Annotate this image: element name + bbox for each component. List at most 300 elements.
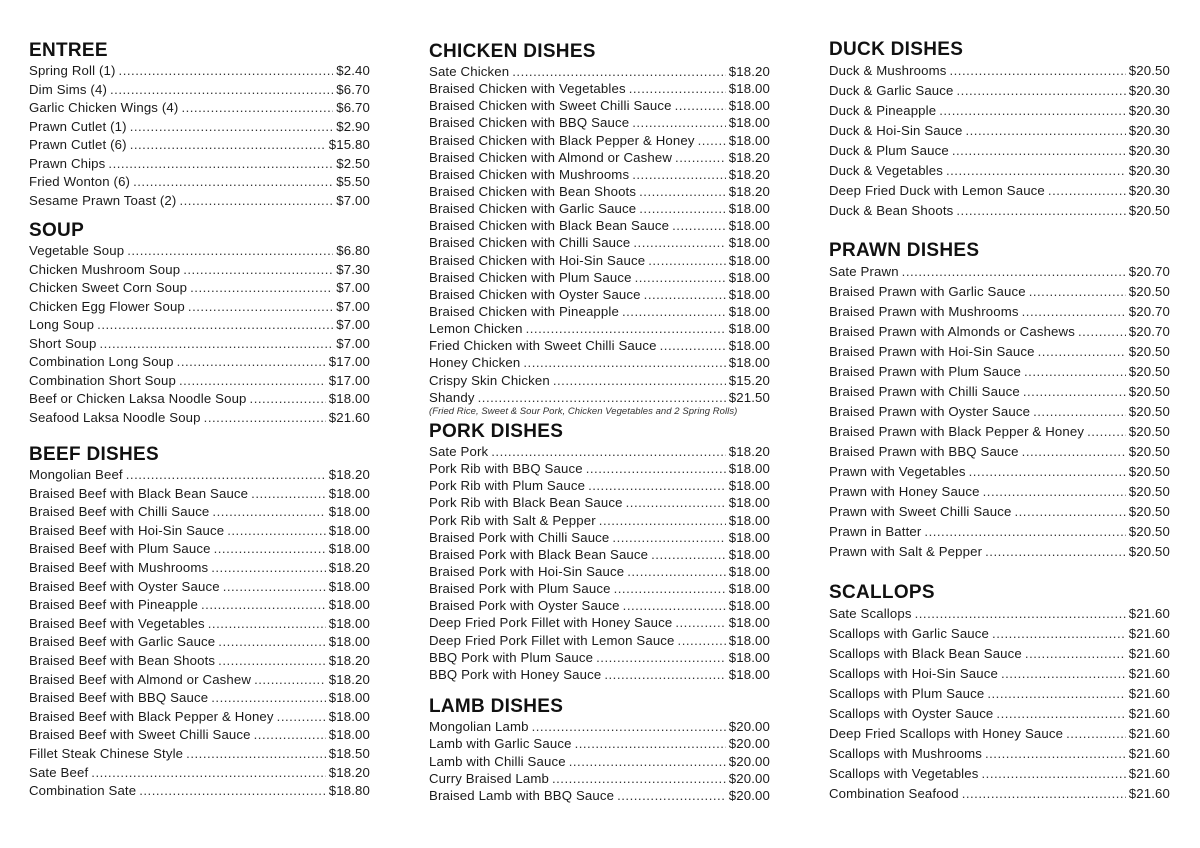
menu-item (429, 269, 770, 286)
menu-item (829, 522, 1170, 542)
menu-item (29, 652, 370, 671)
menu-item-price: $18.00 (328, 391, 370, 407)
menu-item-price: $18.20 (328, 764, 370, 780)
menu-item-name: Fried Wonton (6) (29, 174, 131, 190)
menu-item-price: $21.60 (1128, 726, 1170, 741)
menu-item-name: Braised Beef with Black Pepper & Honey (29, 708, 274, 724)
menu-item (429, 718, 770, 735)
menu-item (29, 578, 370, 597)
menu-item-name: Braised Prawn with BBQ Sauce (829, 444, 1019, 459)
menu-item-name: BBQ Pork with Honey Sauce (429, 666, 602, 682)
dot-leader (179, 372, 326, 391)
menu-item-price: $20.00 (728, 736, 770, 752)
menu-item-name: Braised Chicken with BBQ Sauce (429, 115, 630, 131)
menu-item-name: Braised Chicken with Almond or Cashew (429, 149, 673, 165)
menu-item (29, 596, 370, 615)
menu-item-name: Braised Beef with Garlic Sauce (29, 634, 216, 650)
menu-item-name: Braised Prawn with Chilli Sauce (829, 384, 1020, 399)
menu-item (429, 512, 770, 529)
menu-item-name: Vegetable Soup (29, 243, 125, 258)
menu-item-price: $18.00 (728, 649, 770, 665)
menu-item-price: $20.30 (1128, 183, 1170, 198)
dot-leader (982, 764, 1126, 784)
combo-note: (Fried Rice, Sweet & Sour Pork, Chicken Vegetables and 2 Spring Rolls) (429, 405, 738, 417)
section-heading: LAMB DISHES (429, 696, 564, 717)
menu-item (29, 99, 370, 118)
menu-item (29, 671, 370, 690)
menu-section-prawn-dishes (829, 240, 1170, 562)
menu-section-beef-dishes (29, 444, 370, 801)
menu-item-price: $18.00 (328, 727, 370, 743)
menu-item-name: Long Soup (29, 317, 95, 333)
dot-leader (617, 787, 726, 804)
menu-item (429, 494, 770, 511)
menu-item-price: $18.20 (328, 559, 370, 575)
menu-item (29, 689, 370, 708)
dot-leader (108, 155, 333, 174)
menu-item-price: $20.70 (1128, 304, 1170, 319)
menu-item-name: Braised Beef with Black Bean Sauce (29, 485, 249, 501)
dot-leader (251, 485, 326, 504)
menu-item (429, 132, 770, 149)
menu-item-name: Braised Chicken with Plum Sauce (429, 269, 632, 285)
menu-item-name: Braised Prawn with Black Pepper & Honey (829, 424, 1085, 439)
menu-item (829, 161, 1170, 181)
menu-item (429, 149, 770, 166)
menu-item-price: $18.00 (728, 132, 770, 148)
menu-item-name: Prawn Chips (29, 155, 106, 171)
menu-item (29, 485, 370, 504)
menu-item-price: $18.20 (728, 444, 770, 459)
menu-item-name: Braised Beef with Almond or Cashew (29, 671, 252, 687)
menu-item-name: Braised Beef with Plum Sauce (29, 541, 211, 557)
menu-item-name: Lamb with Garlic Sauce (429, 736, 572, 752)
menu-item-name: Deep Fried Pork Fillet with Lemon Sauce (429, 632, 675, 648)
menu-item-name: Honey Chicken (429, 355, 521, 371)
dot-leader (491, 443, 725, 460)
menu-item-name: Braised Pork with Plum Sauce (429, 581, 611, 597)
menu-item-price: $21.60 (1128, 746, 1170, 761)
menu-item (29, 615, 370, 634)
dot-leader (983, 482, 1126, 502)
menu-item (829, 644, 1170, 664)
dot-leader (939, 101, 1126, 121)
menu-item (29, 118, 370, 137)
menu-item-name: Chicken Sweet Corn Soup (29, 280, 188, 296)
dot-leader (956, 201, 1125, 221)
menu-item-price: $18.20 (728, 166, 770, 182)
menu-item-price: $7.00 (336, 335, 370, 351)
menu-item-price: $18.00 (328, 634, 370, 650)
menu-item (29, 726, 370, 745)
dot-leader (633, 234, 725, 251)
dot-leader (902, 262, 1126, 282)
dot-leader (698, 132, 726, 149)
menu-item-price: $18.00 (728, 355, 770, 371)
menu-item-price: $20.50 (1128, 464, 1170, 479)
menu-item-list (29, 242, 370, 427)
menu-section-scallops (829, 582, 1170, 804)
menu-item-price: $20.50 (1128, 544, 1170, 559)
dot-leader (575, 735, 726, 752)
menu-item-name: Braised Chicken with Oyster Sauce (429, 286, 641, 302)
menu-item-price: $21.60 (1128, 646, 1170, 661)
dot-leader (211, 689, 326, 708)
dot-leader (949, 61, 1125, 81)
menu-item (829, 442, 1170, 462)
section-heading: CHICKEN DISHES (429, 41, 596, 62)
menu-item (429, 320, 770, 337)
menu-item (429, 770, 770, 787)
menu-item-name: Scallops with Garlic Sauce (829, 626, 990, 641)
dot-leader (1048, 181, 1126, 201)
menu-item (829, 764, 1170, 784)
dot-leader (1024, 362, 1126, 382)
menu-item-price: $20.50 (1128, 384, 1170, 399)
dot-leader (644, 286, 726, 303)
menu-item-price: $21.60 (1128, 606, 1170, 621)
menu-item-name: Prawn with Sweet Chilli Sauce (829, 504, 1012, 519)
menu-item (829, 382, 1170, 402)
menu-item-name: Curry Braised Lamb (429, 770, 549, 786)
dot-leader (675, 97, 726, 114)
menu-item-price: $6.70 (336, 81, 370, 97)
menu-item-price: $18.00 (728, 495, 770, 511)
menu-item-price: $18.00 (728, 461, 770, 477)
section-heading: PRAWN DISHES (829, 240, 980, 261)
menu-item (829, 141, 1170, 161)
menu-item-price: $20.50 (1128, 504, 1170, 519)
dot-leader (130, 118, 334, 137)
dot-leader (648, 252, 726, 269)
menu-item (829, 784, 1170, 804)
dot-leader (614, 580, 726, 597)
menu-item (29, 503, 370, 522)
menu-item-name: Duck & Vegetables (829, 163, 943, 178)
dot-leader (915, 604, 1126, 624)
menu-item (829, 502, 1170, 522)
menu-item-list (429, 718, 770, 804)
menu-item-name: Braised Lamb with BBQ Sauce (429, 788, 615, 804)
menu-item-price: $21.60 (1128, 786, 1170, 801)
menu-item-name: Short Soup (29, 335, 97, 351)
dot-leader (133, 173, 333, 192)
menu-section-entree (29, 40, 370, 210)
menu-item (429, 787, 770, 804)
dot-leader (588, 477, 726, 494)
dot-leader (91, 764, 325, 783)
menu-item-name: Prawn with Honey Sauce (829, 484, 980, 499)
menu-section-chicken-dishes (429, 41, 770, 418)
dot-leader (183, 261, 333, 280)
dot-leader (996, 704, 1125, 724)
menu-item-price: $18.00 (728, 235, 770, 251)
menu-item-name: Chicken Mushroom Soup (29, 261, 181, 277)
dot-leader (223, 578, 326, 597)
menu-item-name: Braised Prawn with Mushrooms (829, 304, 1019, 319)
menu-item (429, 529, 770, 546)
dot-leader (1038, 342, 1126, 362)
menu-item-price: $21.60 (1128, 686, 1170, 701)
menu-item-name: Prawn with Vegetables (829, 464, 966, 479)
menu-item (429, 337, 770, 354)
menu-item (829, 61, 1170, 81)
dot-leader (212, 503, 325, 522)
dot-leader (623, 597, 726, 614)
dot-leader (181, 99, 333, 118)
menu-item-price: $18.00 (728, 666, 770, 682)
menu-item (829, 322, 1170, 342)
menu-item-name: Deep Fried Scallops with Honey Sauce (829, 726, 1064, 741)
menu-item (29, 81, 370, 100)
menu-item-price: $15.80 (328, 137, 370, 153)
menu-item-price: $18.00 (728, 615, 770, 631)
dot-leader (675, 149, 726, 166)
menu-item-name: Braised Beef with Vegetables (29, 615, 205, 631)
dot-leader (985, 744, 1126, 764)
menu-item-price: $18.00 (728, 98, 770, 114)
menu-item-price: $20.30 (1128, 123, 1170, 138)
menu-item-price: $18.00 (728, 598, 770, 614)
menu-item-price: $18.20 (328, 671, 370, 687)
menu-item-price: $20.30 (1128, 103, 1170, 118)
menu-item-name: Combination Short Soup (29, 372, 176, 388)
menu-item-name: Scallops with Plum Sauce (829, 686, 985, 701)
menu-item (29, 279, 370, 298)
menu-item-name: Duck & Hoi-Sin Sauce (829, 123, 963, 138)
menu-item-list (29, 466, 370, 801)
menu-item-price: $18.00 (728, 478, 770, 494)
menu-item (29, 353, 370, 372)
menu-item-name: Braised Beef with BBQ Sauce (29, 690, 209, 706)
dot-leader (612, 529, 725, 546)
menu-item (829, 744, 1170, 764)
dot-leader (97, 316, 333, 335)
menu-item-price: $18.20 (328, 652, 370, 668)
dot-leader (110, 81, 333, 100)
dot-leader (985, 542, 1126, 562)
menu-item-name: Sesame Prawn Toast (2) (29, 192, 177, 208)
menu-section-lamb-dishes (429, 696, 770, 804)
dot-leader (599, 512, 726, 529)
menu-item-name: Sate Beef (29, 764, 89, 780)
menu-item-name: Braised Chicken with Black Pepper & Honey (429, 132, 695, 148)
dot-leader (130, 136, 326, 155)
dot-leader (965, 121, 1125, 141)
menu-item (429, 632, 770, 649)
section-heading: PORK DISHES (429, 421, 564, 442)
menu-item (29, 559, 370, 578)
menu-item-price: $21.60 (1128, 666, 1170, 681)
menu-item-price: $20.00 (728, 719, 770, 734)
menu-item (29, 633, 370, 652)
menu-item-price: $18.00 (328, 578, 370, 594)
menu-item (429, 303, 770, 320)
menu-item-price: $6.80 (336, 243, 370, 258)
menu-item-list (829, 61, 1170, 221)
menu-item-name: Braised Pork with Chilli Sauce (429, 529, 610, 545)
dot-leader (1029, 282, 1126, 302)
menu-item-name: Braised Chicken with Sweet Chilli Sauce (429, 98, 672, 114)
menu-item-name: Mongolian Beef (29, 467, 123, 482)
dot-leader (962, 784, 1126, 804)
menu-item (429, 114, 770, 131)
menu-item (429, 354, 770, 371)
menu-item-name: Dim Sims (4) (29, 81, 107, 97)
menu-section-pork-dishes (429, 421, 770, 683)
menu-item (829, 684, 1170, 704)
menu-item-name: Braised Beef with Mushrooms (29, 559, 209, 575)
menu-item-price: $7.00 (336, 192, 370, 208)
menu-item-price: $20.30 (1128, 143, 1170, 158)
menu-section-duck-dishes (829, 39, 1170, 221)
section-heading: SOUP (29, 220, 85, 241)
dot-leader (208, 615, 326, 634)
menu-item (829, 81, 1170, 101)
menu-item-name: Braised Pork with Hoi-Sin Sauce (429, 563, 625, 579)
dot-leader (992, 624, 1126, 644)
dot-leader (1087, 422, 1126, 442)
dot-leader (532, 718, 726, 735)
dot-leader (639, 200, 726, 217)
menu-item-price: $18.00 (328, 541, 370, 557)
menu-item-name: Braised Chicken with Hoi-Sin Sauce (429, 252, 646, 268)
menu-item-price: $20.50 (1128, 484, 1170, 499)
menu-item (829, 302, 1170, 322)
menu-item-name: Scallops with Oyster Sauce (829, 706, 994, 721)
menu-item-price: $20.50 (1128, 524, 1170, 539)
dot-leader (99, 335, 333, 354)
menu-item-name: Braised Prawn with Almonds or Cashews (829, 324, 1075, 339)
menu-item (829, 624, 1170, 644)
menu-item-price: $5.50 (336, 174, 370, 190)
menu-item-name: Prawn Cutlet (6) (29, 137, 127, 153)
menu-item-name: Pork Rib with Salt & Pepper (429, 512, 596, 528)
menu-item (829, 604, 1170, 624)
menu-item (429, 234, 770, 251)
dot-leader (190, 279, 333, 298)
menu-item-name: Crispy Skin Chicken (429, 372, 550, 388)
menu-item-name: Braised Beef with Pineapple (29, 597, 198, 613)
dot-leader (586, 460, 726, 477)
menu-item-name: Braised Prawn with Garlic Sauce (829, 284, 1026, 299)
menu-item-price: $20.50 (1128, 284, 1170, 299)
dot-leader (675, 614, 725, 631)
dot-leader (629, 80, 726, 97)
menu-item-price: $18.00 (728, 252, 770, 268)
dot-leader (552, 770, 726, 787)
menu-item-name: Braised Chicken with Pineapple (429, 303, 619, 319)
dot-leader (672, 217, 726, 234)
menu-item-price: $18.00 (728, 115, 770, 131)
menu-item (29, 409, 370, 428)
menu-item-price: $18.00 (728, 512, 770, 528)
menu-item-name: Braised Chicken with Chilli Sauce (429, 235, 631, 251)
menu-item (29, 782, 370, 801)
menu-item (429, 460, 770, 477)
dot-leader (277, 708, 326, 727)
menu-item (829, 362, 1170, 382)
menu-item-price: $21.60 (328, 409, 370, 425)
menu-item-name: Braised Beef with Oyster Sauce (29, 578, 220, 594)
menu-item (429, 372, 770, 389)
dot-leader (523, 354, 725, 371)
menu-item-name: Duck & Plum Sauce (829, 143, 949, 158)
dot-leader (177, 353, 326, 372)
menu-item-price: $20.00 (728, 770, 770, 786)
menu-item (29, 155, 370, 174)
menu-item-price: $18.00 (328, 615, 370, 631)
menu-item-price: $18.00 (728, 81, 770, 97)
menu-item-name: Scallops with Hoi-Sin Sauce (829, 666, 998, 681)
menu-item-name: Pork Rib with Black Bean Sauce (429, 495, 623, 511)
menu-item (429, 597, 770, 614)
menu-item-name: Lamb with Chilli Sauce (429, 753, 566, 769)
dot-leader (987, 684, 1125, 704)
menu-item (29, 261, 370, 280)
menu-item-name: Shandy (429, 389, 475, 405)
menu-item-name: Lemon Chicken (429, 321, 523, 337)
menu-item-price: $18.20 (328, 467, 370, 482)
menu-item-price: $18.20 (728, 183, 770, 199)
menu-item-price: $18.00 (728, 581, 770, 597)
menu-item-price: $18.00 (728, 269, 770, 285)
menu-section-soup (29, 220, 370, 427)
menu-item (429, 735, 770, 752)
menu-item (829, 482, 1170, 502)
dot-leader (678, 632, 726, 649)
menu-item-name: Prawn Cutlet (1) (29, 118, 127, 134)
menu-item-name: Sate Scallops (829, 606, 912, 621)
menu-item-name: Braised Prawn with Oyster Sauce (829, 404, 1031, 419)
menu-item-name: Mongolian Lamb (429, 719, 529, 734)
menu-item-price: $18.20 (728, 149, 770, 165)
menu-item-name: Braised Beef with Chilli Sauce (29, 504, 210, 520)
dot-leader (119, 62, 334, 81)
menu-item-name: Duck & Bean Shoots (829, 203, 954, 218)
menu-item (429, 477, 770, 494)
dot-leader (957, 81, 1126, 101)
menu-item (429, 389, 770, 406)
menu-item (829, 664, 1170, 684)
dot-leader (1014, 502, 1125, 522)
menu-item-price: $18.00 (728, 632, 770, 648)
menu-item-price: $18.00 (728, 218, 770, 234)
menu-item (29, 192, 370, 211)
menu-item (29, 173, 370, 192)
dot-leader (1025, 644, 1126, 664)
menu-item-name: Combination Seafood (829, 786, 959, 801)
dot-leader (635, 269, 726, 286)
menu-item-price: $20.70 (1128, 264, 1170, 279)
menu-item-price: $18.00 (328, 485, 370, 501)
menu-item (29, 335, 370, 354)
menu-item-price: $18.00 (728, 546, 770, 562)
menu-item (29, 708, 370, 727)
dot-leader (639, 183, 726, 200)
menu-item-price: $20.00 (728, 753, 770, 769)
menu-item-name: Braised Pork with Black Bean Sauce (429, 546, 649, 562)
menu-item-price: $2.50 (336, 155, 370, 171)
dot-leader (478, 389, 726, 406)
menu-item-price: $20.50 (1128, 203, 1170, 218)
menu-item-name: Sate Chicken (429, 64, 510, 79)
dot-leader (569, 753, 726, 770)
menu-item (429, 97, 770, 114)
menu-item (429, 63, 770, 80)
menu-item-price: $18.00 (328, 597, 370, 613)
menu-item-list (429, 63, 770, 406)
